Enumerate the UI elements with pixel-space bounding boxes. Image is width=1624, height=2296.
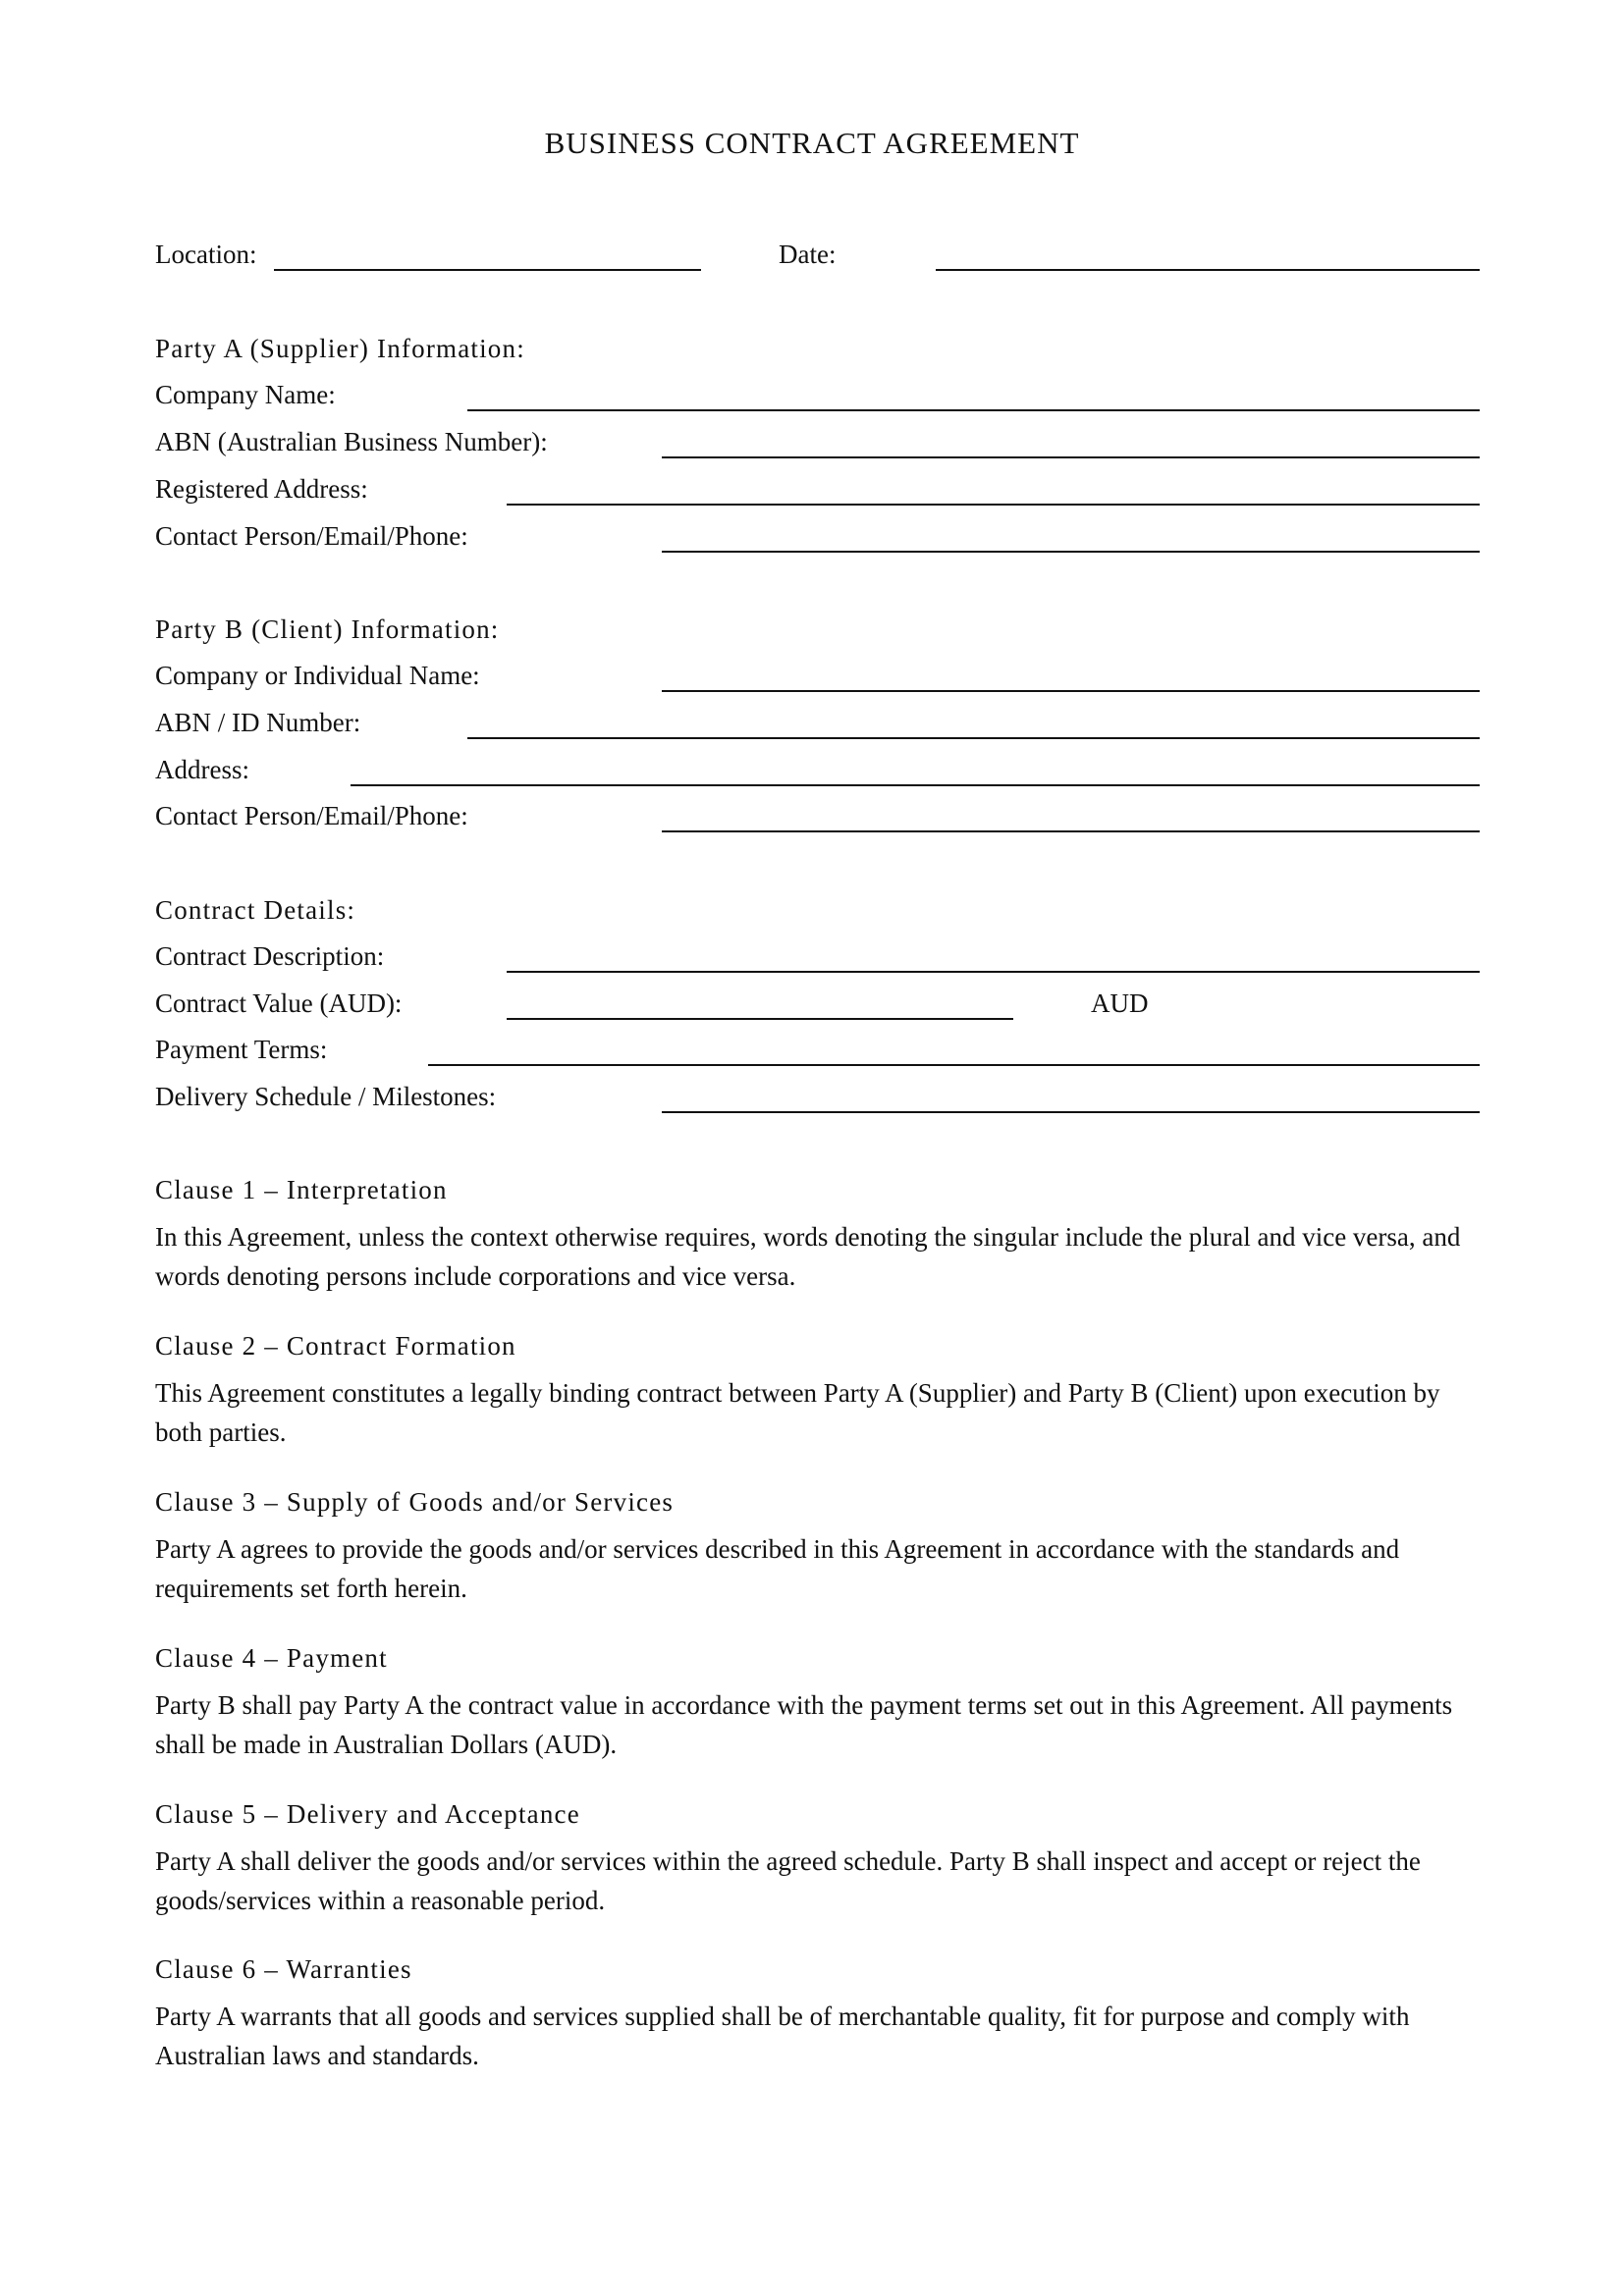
clause-4-text: Party B shall pay Party A the contract value in accordance with the payment terms set out in this Agreement. All payments shall be made in Australian Dollars (AUD). — [155, 1690, 1453, 1759]
clause-1-heading: Clause 1 – Interpretation — [155, 1175, 448, 1204]
party-a-contact-field[interactable] — [662, 551, 1480, 553]
party-b-abn-field[interactable] — [467, 737, 1480, 739]
delivery-schedule-field[interactable] — [662, 1111, 1480, 1113]
currency-suffix: AUD — [1091, 988, 1149, 1018]
clause-6-text: Party A warrants that all goods and services supplied shall be of merchantable quality, fit for purpose and comply with Australian laws and standards. — [155, 2002, 1410, 2070]
payment-terms-label: Payment Terms: — [155, 1035, 328, 1064]
contract-description-field[interactable] — [507, 971, 1480, 973]
party-a-company-name-label: Company Name: — [155, 380, 336, 409]
clause-2-heading: Clause 2 – Contract Formation — [155, 1331, 516, 1361]
party-a-abn-label: ABN (Australian Business Number): — [155, 427, 548, 456]
party-a-abn-field[interactable] — [662, 456, 1480, 458]
contract-description-label: Contract Description: — [155, 941, 385, 971]
contract-value-label: Contract Value (AUD): — [155, 988, 403, 1018]
contract-value-field[interactable] — [507, 1018, 1013, 1020]
party-b-address-label: Address: — [155, 755, 249, 784]
party-b-contact-field[interactable] — [662, 830, 1480, 832]
document-title: BUSINESS CONTRACT AGREEMENT — [544, 126, 1080, 160]
clause-3-text: Party A agrees to provide the goods and/or services described in this Agreement in accordance with the standards and requirements set forth herein. — [155, 1534, 1400, 1603]
clause-6-heading: Clause 6 – Warranties — [155, 1954, 412, 1984]
date-field[interactable] — [936, 269, 1480, 271]
party-a-address-field[interactable] — [507, 504, 1480, 506]
location-label: Location: — [155, 240, 257, 269]
payment-terms-field[interactable] — [428, 1064, 1480, 1066]
party-b-heading: Party B (Client) Information: — [155, 614, 500, 644]
party-b-address-field[interactable] — [351, 784, 1480, 786]
date-label: Date: — [779, 240, 837, 269]
clause-4-heading: Clause 4 – Payment — [155, 1643, 388, 1673]
clause-2-text: This Agreement constitutes a legally binding contract between Party A (Supplier) and Party B (Client) upon execution by both parties. — [155, 1378, 1440, 1447]
party-b-name-label: Company or Individual Name: — [155, 661, 480, 690]
party-a-company-name-field[interactable] — [467, 409, 1480, 411]
party-a-heading: Party A (Supplier) Information: — [155, 334, 525, 363]
location-field[interactable] — [274, 269, 701, 271]
party-b-contact-label: Contact Person/Email/Phone: — [155, 801, 468, 830]
contract-details-heading: Contract Details: — [155, 895, 356, 925]
clause-5-heading: Clause 5 – Delivery and Acceptance — [155, 1799, 580, 1829]
delivery-schedule-label: Delivery Schedule / Milestones: — [155, 1082, 497, 1111]
clause-5-text: Party A shall deliver the goods and/or services within the agreed schedule. Party B shall inspect and accept or reject the goods/services within a reasonable period. — [155, 1846, 1421, 1915]
clause-3-heading: Clause 3 – Supply of Goods and/or Services — [155, 1487, 675, 1517]
party-b-abn-label: ABN / ID Number: — [155, 708, 361, 737]
clause-1-text: In this Agreement, unless the context otherwise requires, words denoting the singular include the plural and vice versa, and words denoting persons include corporations and vice versa. — [155, 1222, 1461, 1291]
party-a-address-label: Registered Address: — [155, 474, 368, 504]
party-a-contact-label: Contact Person/Email/Phone: — [155, 521, 468, 551]
party-b-name-field[interactable] — [662, 690, 1480, 692]
